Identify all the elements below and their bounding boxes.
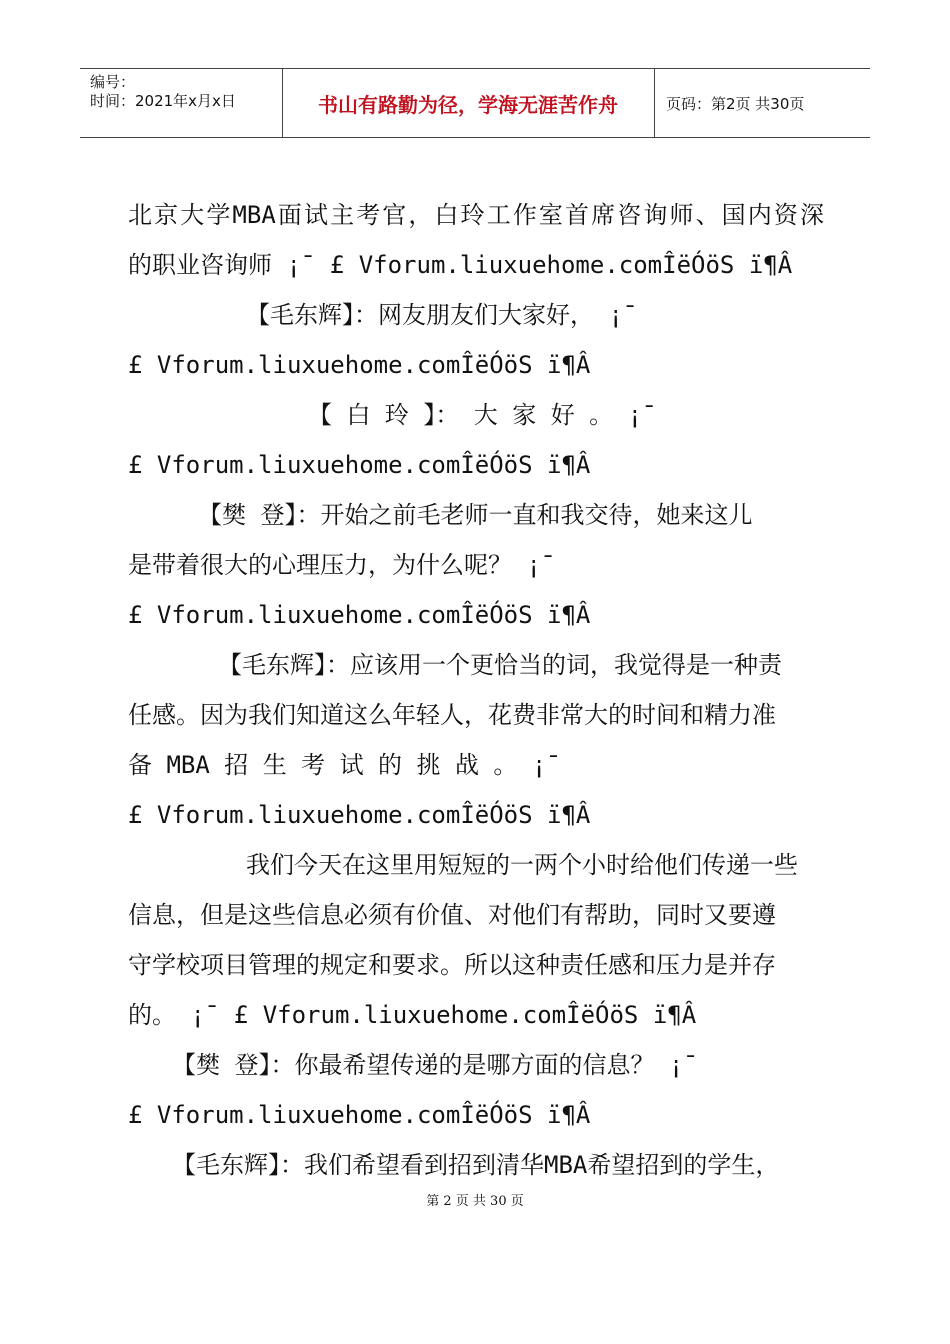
time-label: 时间：2021年x月x日 xyxy=(90,92,236,110)
header-motto: 书山有路勤为径，学海无涯苦作舟 xyxy=(318,92,618,117)
document-body xyxy=(128,190,824,1190)
document-header xyxy=(80,68,870,138)
body-line: 【毛东辉】：应该用一个更恰当的词，我觉得是一种责 xyxy=(218,651,782,679)
body-line: 我们今天在这里用短短的一两个小时给他们传递一些 xyxy=(246,851,798,879)
body-line: 【 白 玲 】： 大 家 好 。 ¡¯ xyxy=(308,401,657,429)
header-page-info: 页码：第2页 共30页 xyxy=(666,94,805,113)
number-label: 编号： xyxy=(90,73,136,91)
body-line: 北京大学MBA面试主考官，白玲工作室首席咨询师、国内资深 xyxy=(128,201,824,229)
body-line: 任感。因为我们知道这么年轻人，花费非常大的时间和精力准 xyxy=(128,701,776,729)
body-line: 的。 ¡¯ £ Vforum.liuxuehome.comÎëÓöS ï¶Â xyxy=(128,1001,697,1029)
body-line: £ Vforum.liuxuehome.comÎëÓöS ï¶Â xyxy=(128,601,591,629)
header-divider xyxy=(654,69,655,137)
header-meta xyxy=(90,73,236,111)
body-line: 的职业咨询师 ¡¯ £ Vforum.liuxuehome.comÎëÓöS ï¶Â xyxy=(128,251,793,279)
body-line: 【毛东辉】：网友朋友们大家好， ¡¯ xyxy=(246,301,638,329)
body-line: 【毛东辉】：我们希望看到招到清华MBA希望招到的学生， xyxy=(172,1151,780,1179)
body-line: £ Vforum.liuxuehome.comÎëÓöS ï¶Â xyxy=(128,1101,591,1129)
body-line: 【樊 登】：你最希望传递的是哪方面的信息？ ¡¯ xyxy=(172,1051,698,1079)
body-line: 守学校项目管理的规定和要求。所以这种责任感和压力是并存 xyxy=(128,951,776,979)
body-line: 【樊 登】：开始之前毛老师一直和我交待，她来这儿 xyxy=(198,501,753,529)
body-line: 备 MBA 招 生 考 试 的 挑 战 。 ¡¯ xyxy=(128,751,561,779)
body-line: £ Vforum.liuxuehome.comÎëÓöS ï¶Â xyxy=(128,351,591,379)
page-footer: 第 2 页 共 30 页 xyxy=(426,1194,524,1209)
body-line: £ Vforum.liuxuehome.comÎëÓöS ï¶Â xyxy=(128,801,591,829)
body-line: 是带着很大的心理压力，为什么呢？ ¡¯ xyxy=(128,551,556,579)
body-line: £ Vforum.liuxuehome.comÎëÓöS ï¶Â xyxy=(128,451,591,479)
body-line: 信息，但是这些信息必须有价值、对他们有帮助，同时又要遵 xyxy=(128,901,776,929)
